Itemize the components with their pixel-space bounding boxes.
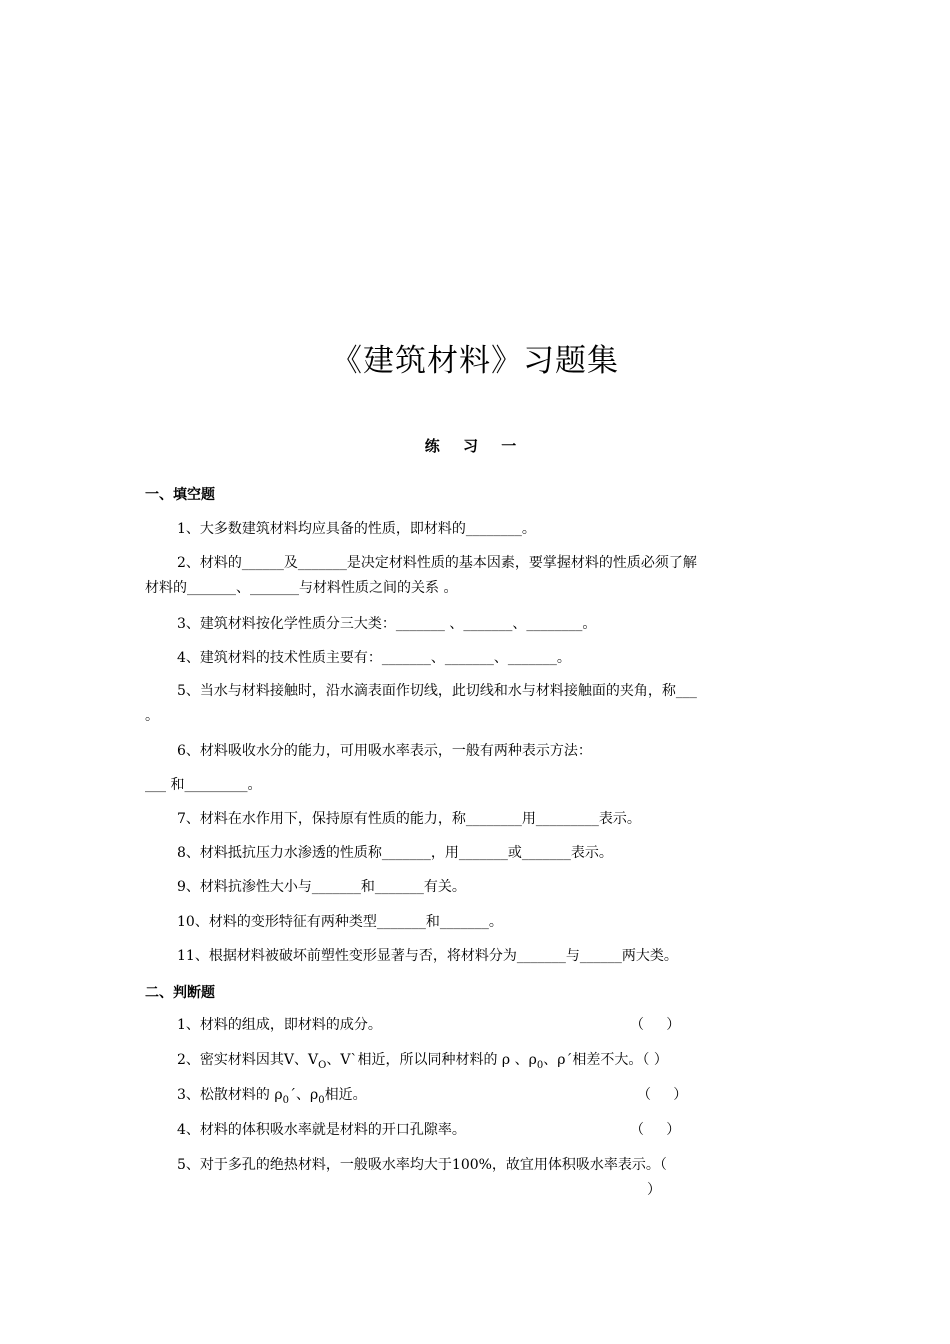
question-9: 9、材料抗渗性大小与_______和_______有关。	[177, 879, 466, 895]
judge-question-5: 5、对于多孔的绝热材料，一般吸水率均大于100%，故宜用体积吸水率表示。（	[177, 1157, 667, 1173]
answer-parentheses-close: ）	[647, 1182, 661, 1198]
answer-parentheses: （ ）	[630, 1122, 681, 1138]
section-heading-fill-in: 一、填空题	[145, 487, 215, 503]
answer-parentheses: （ ）	[630, 1017, 681, 1033]
question-7: 7、材料在水作用下，保持原有性质的能力，称________用_________表示。	[177, 811, 641, 827]
question-4: 4、建筑材料的技术性质主要有：_______、_______、_______。	[177, 650, 571, 666]
question-1: 1、大多数建筑材料均应具备的性质，即材料的________。	[177, 521, 536, 537]
question-6-continued: ___ 和_________。	[145, 777, 262, 793]
question-11: 11、根据材料被破坏前塑性变形显著与否，将材料分为_______与______两大类。	[177, 948, 678, 964]
document-title: 《建筑材料》习题集	[331, 343, 619, 379]
question-5: 5、当水与材料接触时，沿水滴表面作切线，此切线和水与材料接触面的夹角，称___	[177, 683, 697, 699]
question-2: 2、材料的______及_______是决定材料性质的基本因素，要掌握材料的性质必须了解	[177, 555, 697, 571]
section-heading-true-false: 二、判断题	[145, 985, 215, 1001]
question-5-continued: 。	[145, 708, 159, 724]
question-2-continued: 材料的_______、_______与材料性质之间的关系 。	[145, 580, 458, 596]
answer-parentheses: （ ）	[637, 1087, 688, 1103]
judge-question-1: 1、材料的组成，即材料的成分。	[177, 1017, 382, 1033]
question-6: 6、材料吸收水分的能力，可用吸水率表示，一般有两种表示方法：	[177, 743, 592, 759]
question-3: 3、建筑材料按化学性质分三大类：_______ 、_______、________。	[177, 616, 597, 632]
judge-question-4: 4、材料的体积吸水率就是材料的开口孔隙率。	[177, 1122, 466, 1138]
exercise-title: 练 习 一	[424, 437, 526, 455]
question-8: 8、材料抵抗压力水渗透的性质称_______，用_______或_______表示。	[177, 845, 613, 861]
judge-question-3: 3、松散材料的 $\rho_0´$、$\rho_0$相近。	[177, 1087, 367, 1106]
judge-question-2: 2、密实材料因其V、$V_O$、V`相近，所以同种材料的 ρ 、$\rho_0$、ρ´相差不大。（ ）	[177, 1052, 668, 1071]
question-10: 10、材料的变形特征有两种类型_______和_______。	[177, 914, 503, 930]
